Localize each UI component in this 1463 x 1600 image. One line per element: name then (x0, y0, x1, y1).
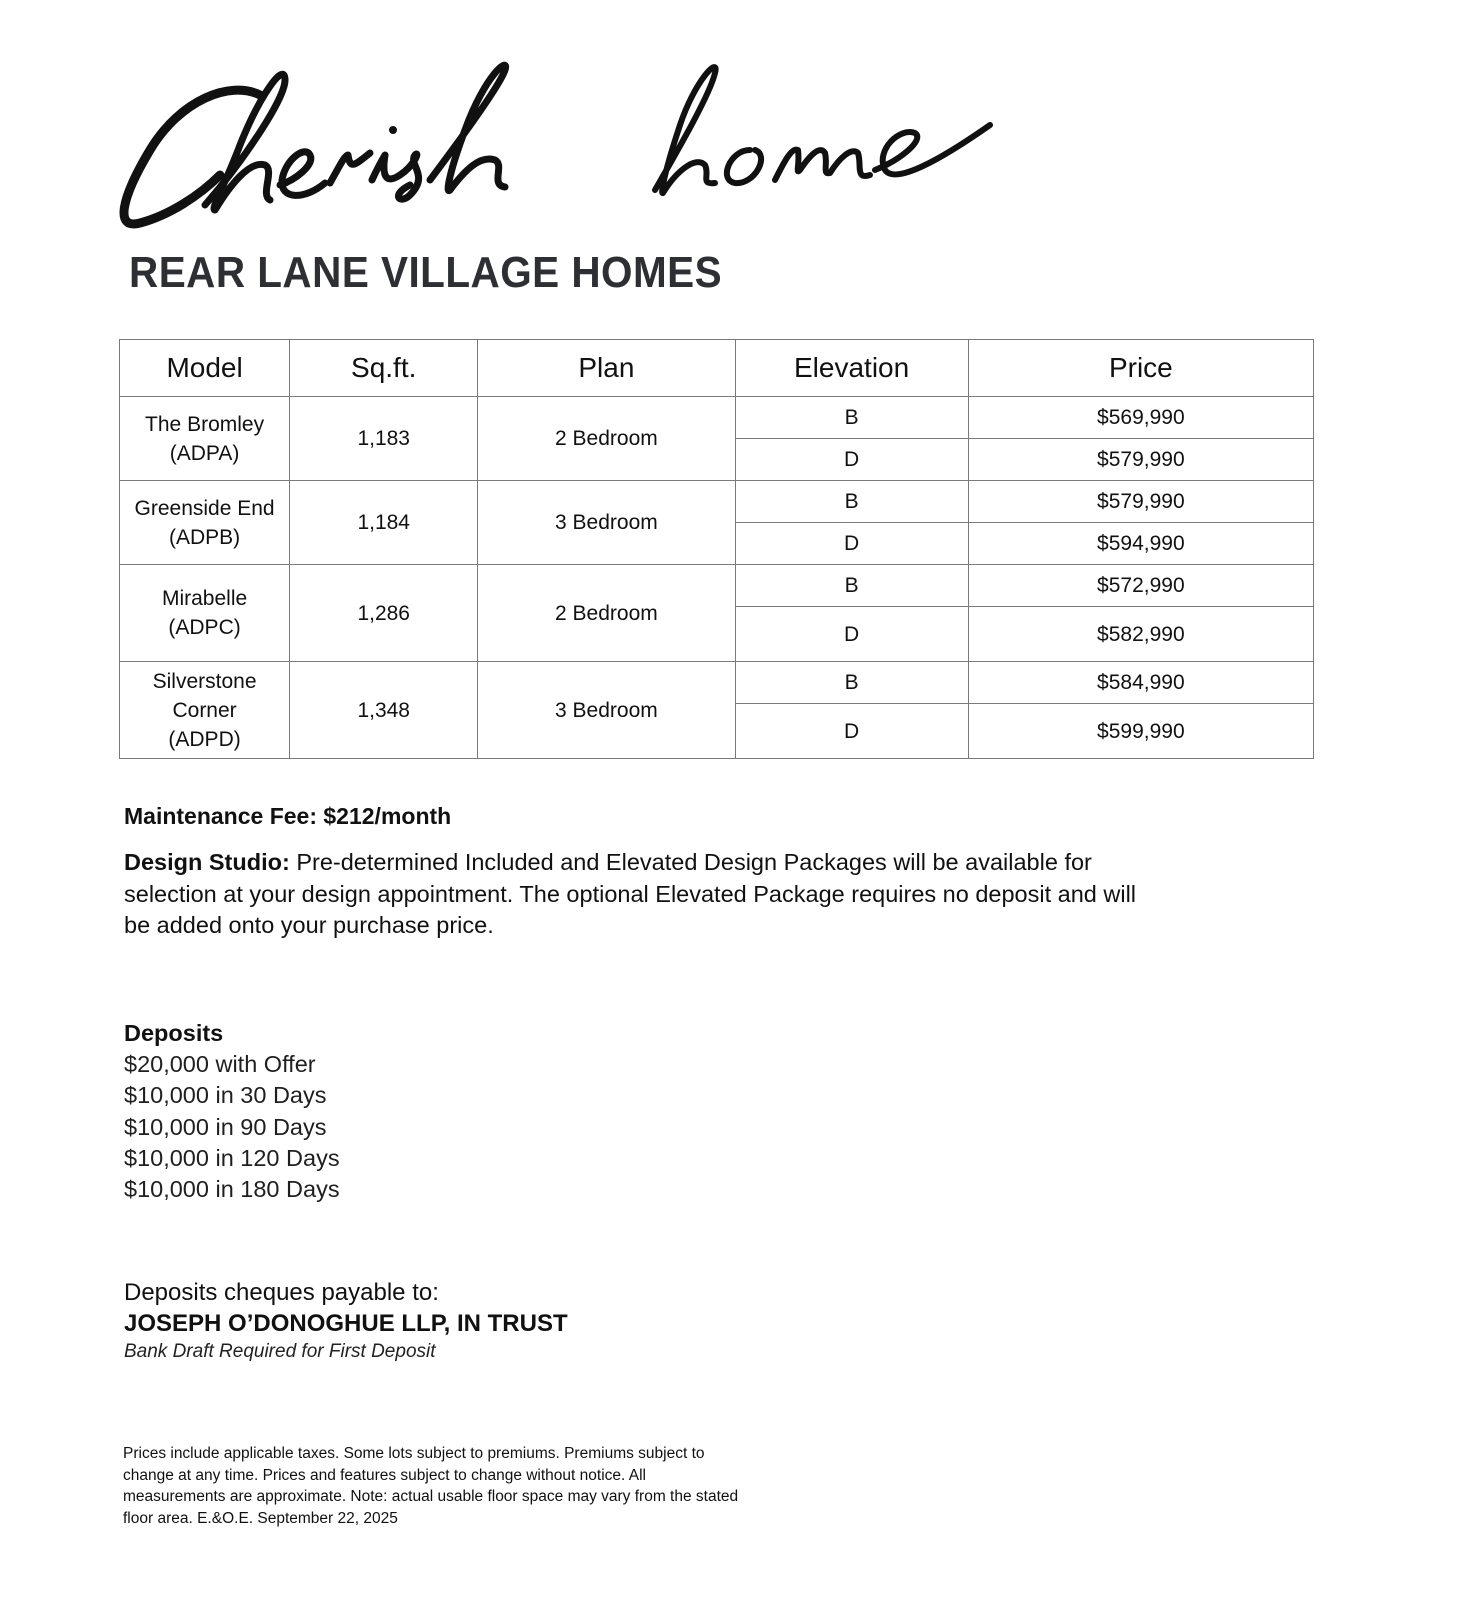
deposit-item: $10,000 in 180 Days (124, 1176, 340, 1203)
plan-cell: 2 Bedroom (478, 565, 735, 662)
elevation-cell: B (735, 662, 968, 704)
model-name: The Bromley (145, 412, 265, 436)
deposit-item: $10,000 in 120 Days (124, 1144, 340, 1171)
model-name: Silverstone (152, 669, 257, 693)
sqft-cell: 1,183 (290, 397, 478, 481)
elevation-cell: D (735, 439, 968, 481)
deposits-heading: Deposits (124, 1020, 224, 1046)
model-cell (120, 662, 290, 759)
deposit-item: $20,000 with Offer (124, 1051, 316, 1078)
price-cell: $582,990 (968, 607, 1313, 662)
bank-draft-note: Bank Draft Required for First Deposit (124, 1341, 436, 1362)
table-row (120, 565, 1314, 607)
header-price: Price (968, 340, 1313, 397)
model-code: (ADPA) (169, 441, 240, 465)
elevation-cell: B (735, 397, 968, 439)
maintenance-fee: Maintenance Fee: $212/month (124, 803, 452, 829)
design-studio-text: Pre-determined Included and Elevated Design Packages will be available for selection at your design appointment. The optional Elevated Package requires no deposit and will be added onto your purchase price. (124, 849, 1137, 938)
price-cell: $579,990 (968, 439, 1313, 481)
legal-footnote: Prices include applicable taxes. Some lots subject to premiums. Premiums subject to change at any time. Prices and features subject to change without notice. All measurements are approximate. Note: actual usable floor space may vary from the stated floor area. E.&O.E. September 22, 2025 (123, 1445, 739, 1527)
price-cell: $584,990 (968, 662, 1313, 704)
model-cell (120, 565, 290, 662)
payee-name: JOSEPH O’DONOGHUE LLP, IN TRUST (124, 1310, 568, 1337)
table-row (120, 481, 1314, 523)
plan-cell: 3 Bedroom (478, 662, 735, 759)
model-name-line2: Corner (172, 698, 237, 722)
deposits-section (124, 1018, 340, 1205)
sqft-cell: 1,184 (290, 481, 478, 565)
price-cell: $569,990 (968, 397, 1313, 439)
elevation-cell: D (735, 607, 968, 662)
deposit-item: $10,000 in 90 Days (124, 1113, 327, 1140)
design-studio-label: Design Studio: (124, 849, 290, 875)
price-cell: $594,990 (968, 523, 1313, 565)
payable-section (124, 1277, 568, 1365)
table-row (120, 662, 1314, 704)
model-code: (ADPC) (168, 616, 241, 639)
elevation-cell: B (735, 481, 968, 523)
model-cell (120, 481, 290, 565)
header-sqft: Sq.ft. (290, 340, 478, 397)
plan-cell: 2 Bedroom (478, 397, 735, 481)
elevation-cell: D (735, 523, 968, 565)
model-code: (ADPB) (168, 525, 241, 549)
payable-label: Deposits cheques payable to: (124, 1279, 439, 1306)
elevation-cell: D (735, 704, 968, 759)
page-title: REAR LANE VILLAGE HOMES (129, 248, 723, 297)
price-cell: $579,990 (968, 481, 1313, 523)
model-name: Greenside End (134, 496, 275, 520)
header-plan: Plan (478, 340, 735, 397)
model-code: (ADPD) (168, 727, 241, 751)
sqft-cell: 1,286 (290, 565, 478, 662)
model-cell (120, 397, 290, 481)
table-header-row (120, 340, 1314, 397)
price-cell: $599,990 (968, 704, 1313, 759)
sqft-cell: 1,348 (290, 662, 478, 759)
deposit-item: $10,000 in 30 Days (124, 1082, 327, 1109)
model-name: Mirabelle (161, 587, 248, 610)
price-cell: $572,990 (968, 565, 1313, 607)
header-model: Model (120, 340, 290, 397)
elevation-cell: B (735, 565, 968, 607)
design-studio-note (124, 847, 1164, 942)
pricing-table (119, 339, 1314, 759)
plan-cell: 3 Bedroom (478, 481, 735, 565)
table-row (120, 397, 1314, 439)
header-elevation: Elevation (735, 340, 968, 397)
